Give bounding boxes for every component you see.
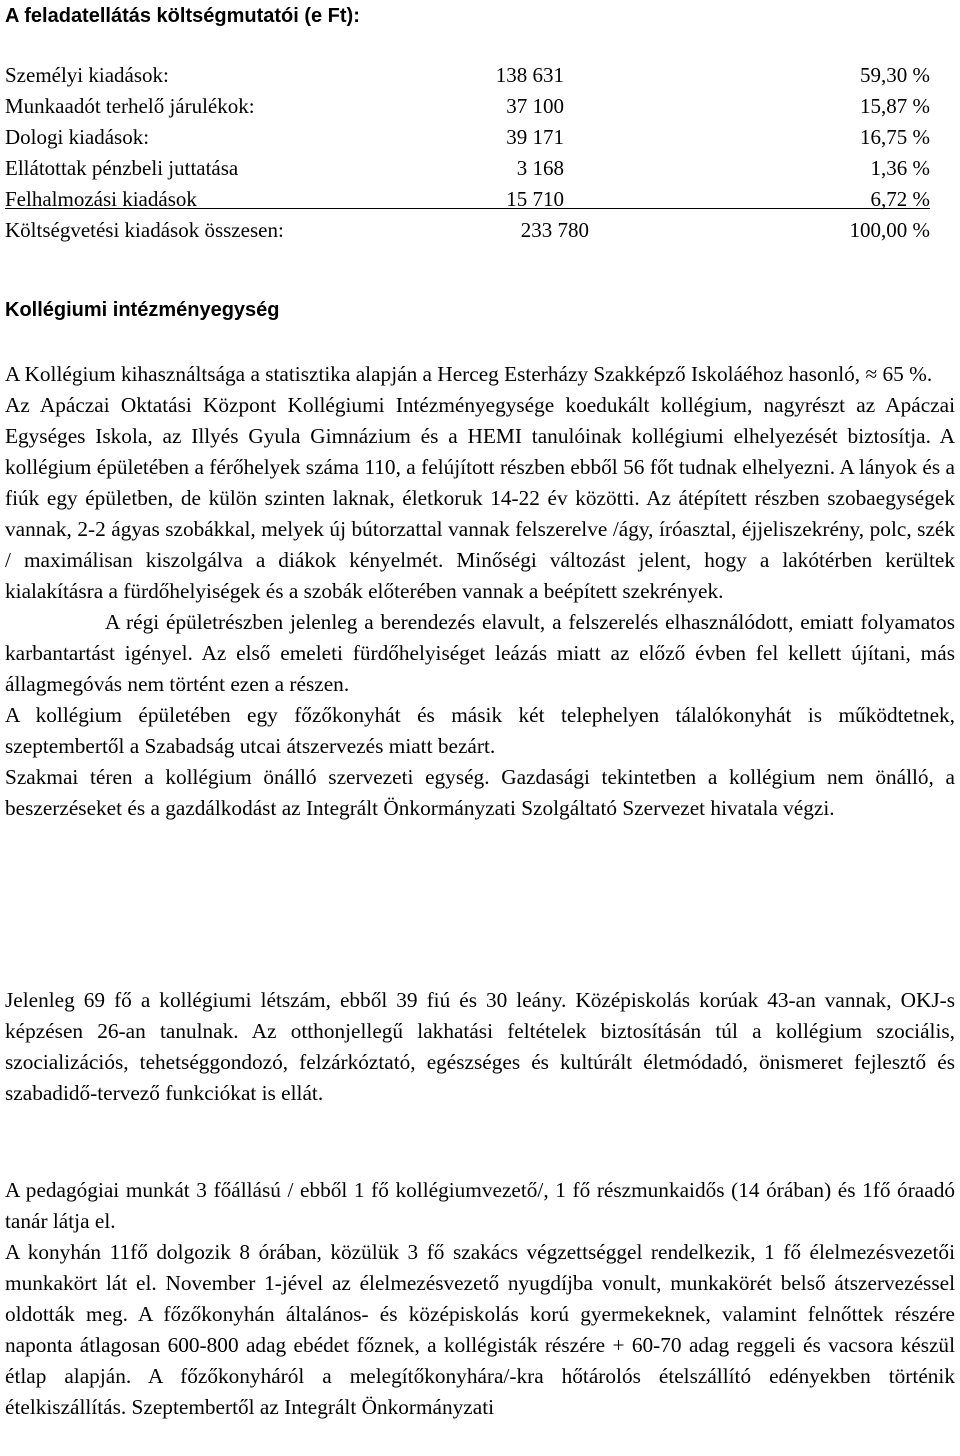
- paragraph: A konyhán 11fő dolgozik 8 órában, közülük 3 fő szakács végzettséggel rendelkezik, 1 fő élelmezésvezetői munkakört lát el. November 1-jével az élelmezésvezető nyugdíjba vonult, munkakörét belső átszervezéssel oldották meg. A főzőkonyhán általános- és középiskolás korú gyermekeknek, valamint felnőttek részére naponta átlagosan 600-800 adag ebédet főznek, a kollégisták részére + 60-70 adag reggeli és vacsora készül étlap alapján. A főzőkonyháról a melegítőkonyhára/-kra hőtárolós ételszállító edényekben történik ételkiszállítás. Szeptembertől az Integrált Önkormányzati: [5, 1240, 955, 1419]
- table-row: [5, 91, 930, 122]
- paragraph: [5, 359, 955, 390]
- cost-amount: 39 171: [506, 125, 564, 149]
- cost-label: Személyi kiadások:: [5, 63, 169, 87]
- paragraph-text: 65 %.: [877, 362, 933, 386]
- cost-label: Felhalmozási kiadások: [5, 187, 197, 211]
- table-row: [5, 122, 930, 153]
- cost-label: Dologi kiadások:: [5, 125, 150, 149]
- body-block-1: [5, 359, 955, 824]
- paragraph: Jelenleg 69 fő a kollégiumi létszám, ebből 39 fiú és 30 leány. Középiskolás korúak 43-an vannak, OKJ-s képzésen 26-an tanulnak. Az otthonjellegű lakhatási feltételek biztosításán túl a kollégium szociális, szocializációs, tehetséggondozó, felzárkóztató, egészséges és kultúrált életmódadó, önismeret fejlesztő és szabadidő-tervező funkciókat is ellát.: [5, 988, 955, 1105]
- paragraph: Az Apáczai Oktatási Központ Kollégiumi Intézményegysége koedukált kollégium, nagyrészt az Apáczai Egységes Iskola, az Illyés Gyula Gimnázium és a HEMI tanulóinak kollégiumi elhelyezését biztosítja. A kollégium épületében a férőhelyek száma 110, a felújított részben ebből 56 főt tudnak elhelyezni. A lányok és a fiúk egy épületben, de külön szinten laknak, életkoruk 14-22 év közötti. Az átépített részben szobaegységek vannak, 2-2 ágyas szobákkal, melyek új bútorzattal vannak felszerelve /ágy, íróasztal, éjjeliszekrény, polc, szék / maximálisan kiszolgálva a diákok kényelmét. Minőségi változást jelent, hogy a lakótérben kerültek kialakításra a fürdőhelyiségek és a szobák előterében vannak a beépített szekrények.: [5, 393, 955, 603]
- approx-symbol-icon: ≈: [865, 362, 878, 386]
- paragraph: Szakmai téren a kollégium önálló szervezeti egység. Gazdasági tekintetben a kollégium nem önálló, a beszerzéseket és a gazdálkodást az Integrált Önkormányzati Szolgáltató Szervezet hivatala végzi.: [5, 765, 955, 820]
- cost-percent: 59,30 %: [860, 63, 930, 87]
- section-heading: Kollégiumi intézményegység: [5, 299, 280, 321]
- cost-label: Ellátottak pénzbeli juttatása: [5, 156, 239, 180]
- cost-total-percent: 100,00 %: [849, 218, 930, 242]
- table-row: [5, 153, 930, 184]
- cost-percent: 16,75 %: [860, 125, 930, 149]
- cost-percent: 6,72 %: [870, 187, 930, 211]
- cost-total-label: Költségvetési kiadások összesen:: [5, 218, 284, 242]
- paragraph: A kollégium épületében egy főzőkonyhát és másik két telephelyen tálalókonyhát is működtetnek, szeptembertől a Szabadság utcai átszervezés miatt bezárt.: [5, 703, 955, 758]
- table-total-row: [5, 215, 930, 246]
- table-divider: [5, 208, 930, 209]
- body-block-3: [5, 1175, 955, 1423]
- cost-total-amount: 233 780: [520, 218, 589, 242]
- cost-label: Munkaadót terhelő járulékok:: [5, 94, 255, 118]
- page-title: A feladatellátás költségmutatói (e Ft):: [5, 5, 360, 27]
- paragraph-text: A Kollégium kihasználtsága a statisztika alapján a Herceg Esterházy Szakképző Iskoláéhoz hasonló,: [5, 362, 866, 386]
- cost-amount: 15 710: [506, 187, 564, 211]
- table-row: [5, 60, 930, 91]
- cost-amount: 37 100: [506, 94, 564, 118]
- cost-percent: 1,36 %: [870, 156, 930, 180]
- table-row: [5, 184, 930, 215]
- paragraph: A régi épületrészben jelenleg a berendezés elavult, a felszerelés elhasználódott, emiatt folyamatos karbantartást igényel. Az első emeleti fürdőhelyiséget leázás miatt az előző évben fel kellett újítani, más állagmegóvás nem történt ezen a részen.: [5, 610, 955, 696]
- cost-table: [5, 60, 930, 246]
- body-block-2: [5, 985, 955, 1109]
- cost-percent: 15,87 %: [860, 94, 930, 118]
- cost-amount: 3 168: [516, 156, 564, 180]
- cost-amount: 138 631: [495, 63, 564, 87]
- paragraph: A pedagógiai munkát 3 főállású / ebből 1 fő kollégiumvezető/, 1 fő részmunkaidős (14 órában) és 1fő óraadó tanár látja el.: [5, 1178, 955, 1233]
